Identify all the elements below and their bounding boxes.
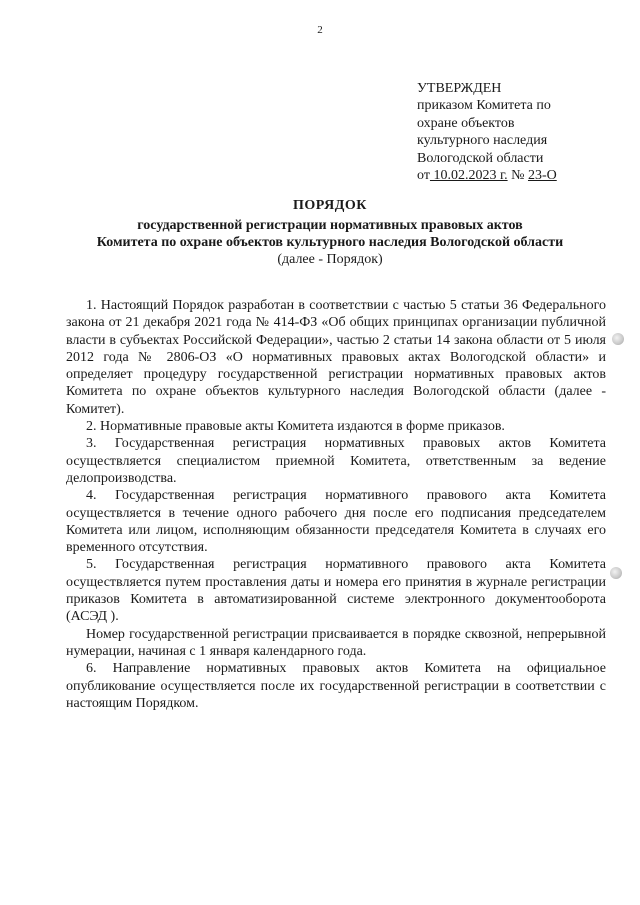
paragraph-5: 5. Государственная регистрация нормативного правового акта Комитета осуществляется путем проставления даты и номера его принятия в журнале регистрации приказов Комитета в автоматизированной системе электронного документооборота (АСЭД ). xyxy=(66,557,606,625)
approval-number: 23-О xyxy=(527,168,557,184)
paragraph-5-continued: Номер государственной регистрации присваивается в порядке сквозной, непрерывной нумерации, начиная с 1 января календарного года. xyxy=(66,626,606,659)
scan-punch-mark xyxy=(610,567,622,579)
document-subtitle-line2: Комитета по охране объектов культурного наследия Вологодской области xyxy=(96,235,564,250)
approval-stamp xyxy=(417,80,617,184)
approval-date: 10.02.2023 г. xyxy=(429,168,508,184)
document-abbreviation-note: (далее - Порядок) xyxy=(277,252,383,267)
document-title: ПОРЯДОК xyxy=(293,198,367,213)
page-number: 2 xyxy=(317,24,323,36)
paragraph-6: 6. Направление нормативных правовых актов Комитета на официальное опубликование осуществляется после их государственной регистрации в соответствии с настоящим Порядком. xyxy=(66,661,606,711)
document-subtitle-line1: государственной регистрации нормативных правовых актов xyxy=(137,218,523,233)
paragraph-3: 3. Государственная регистрация нормативных правовых актов Комитета осуществляется специалистом приемной Комитета, ответственным за ведение делопроизводства. xyxy=(66,436,606,486)
approval-number-prefix: № xyxy=(507,168,528,184)
scan-punch-mark xyxy=(612,333,624,345)
approval-line: УТВЕРЖДЕН xyxy=(417,81,502,96)
document-body xyxy=(66,297,606,712)
approval-date-prefix: от xyxy=(417,168,430,184)
approval-line: приказом Комитета по xyxy=(417,98,551,114)
approval-line: охране объектов xyxy=(417,115,515,131)
approval-line: культурного наследия xyxy=(417,133,548,149)
document-heading xyxy=(40,197,620,268)
paragraph-1: 1. Настоящий Порядок разработан в соответствии с частью 5 статьи 36 Федерального закона от 21 декабря 2021 года № 414-ФЗ «Об общих принципах организации публичной власти в субъектах Российской Федерации», частью 2 статьи 14 закона области от 5 июля 2012 года № 2806-ОЗ «О нормативных правовых актах Вологодской области» и определяет процедуру государственной регистрации нормативных правовых актов Комитета по охране объектов культурного наследия Вологодской области (далее - Комитет). xyxy=(66,298,606,417)
paragraph-4: 4. Государственная регистрация нормативного правового акта Комитета осуществляется в течение одного рабочего дня после его подписания председателем Комитета или лицом, исполняющим обязанности председателя Комитета в случаях его временного отсутствия. xyxy=(66,488,606,556)
approval-line: Вологодской области xyxy=(417,150,544,166)
paragraph-2: 2. Нормативные правовые акты Комитета издаются в форме приказов. xyxy=(86,419,505,435)
approval-date-line xyxy=(417,167,617,184)
